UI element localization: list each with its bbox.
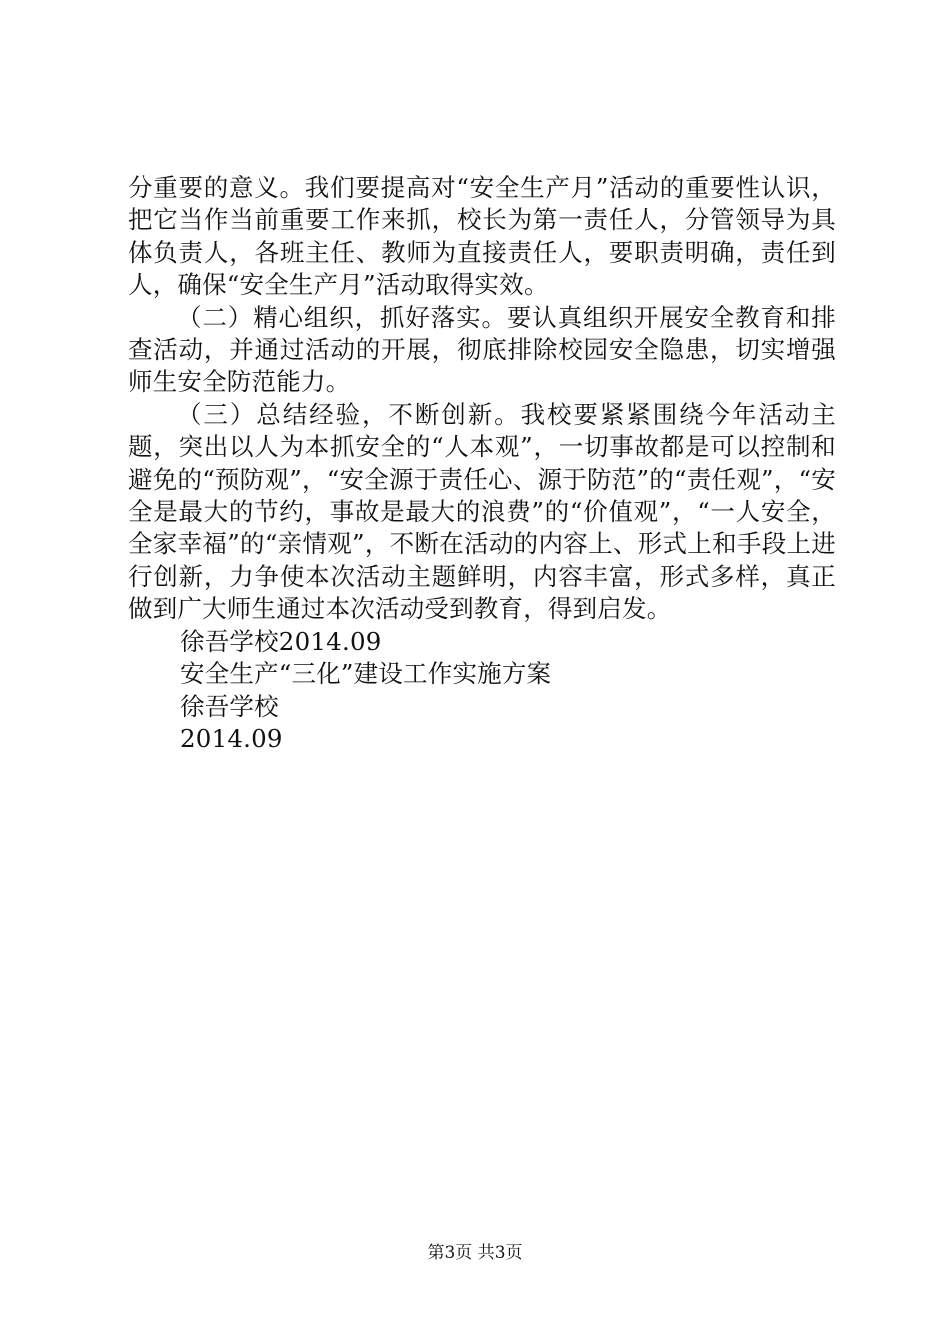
paragraph-item-2: （二）精心组织，抓好落实。要认真组织开展安全教育和排查活动，并通过活动的开展，彻底排除校园安全隐患，切实增强师生安全防范能力。	[128, 302, 836, 397]
signature-date: 2014.09	[180, 723, 283, 753]
paragraph-continuation: 分重要的意义。我们要提高对“安全生产月”活动的重要性认识，把它当作当前重要工作来抓，校长为第一责任人，分管领导为具体负责人，各班主任、教师为直接责任人，要职责明确，责任到人，确保“安全生产月”活动取得实效。	[128, 173, 836, 300]
page-footer	[0, 1242, 950, 1264]
next-document-title: 安全生产“三化”建设工作实施方案	[180, 659, 552, 689]
signature-school-date: 徐吾学校2014.09	[180, 626, 382, 656]
signature-school: 徐吾学校	[180, 691, 279, 721]
paragraph-item-3: （三）总结经验，不断创新。我校要紧紧围绕今年活动主题，突出以人为本抓安全的“人本观”，一切事故都是可以控制和避免的“预防观”，“安全源于责任心、源于防范”的“责任观”，“安全是最大的节约，事故是最大的浪费”的“价值观”，“一人安全，全家幸福”的“亲情观”，不断在活动的内容上、形式上和手段上进行创新，力争使本次活动主题鲜明，内容丰富，形式多样，真正做到广大师生通过本次活动受到教育，得到启发。	[128, 399, 836, 624]
page-number-label: 第3页 共3页	[427, 1243, 523, 1263]
document-body	[128, 172, 836, 755]
